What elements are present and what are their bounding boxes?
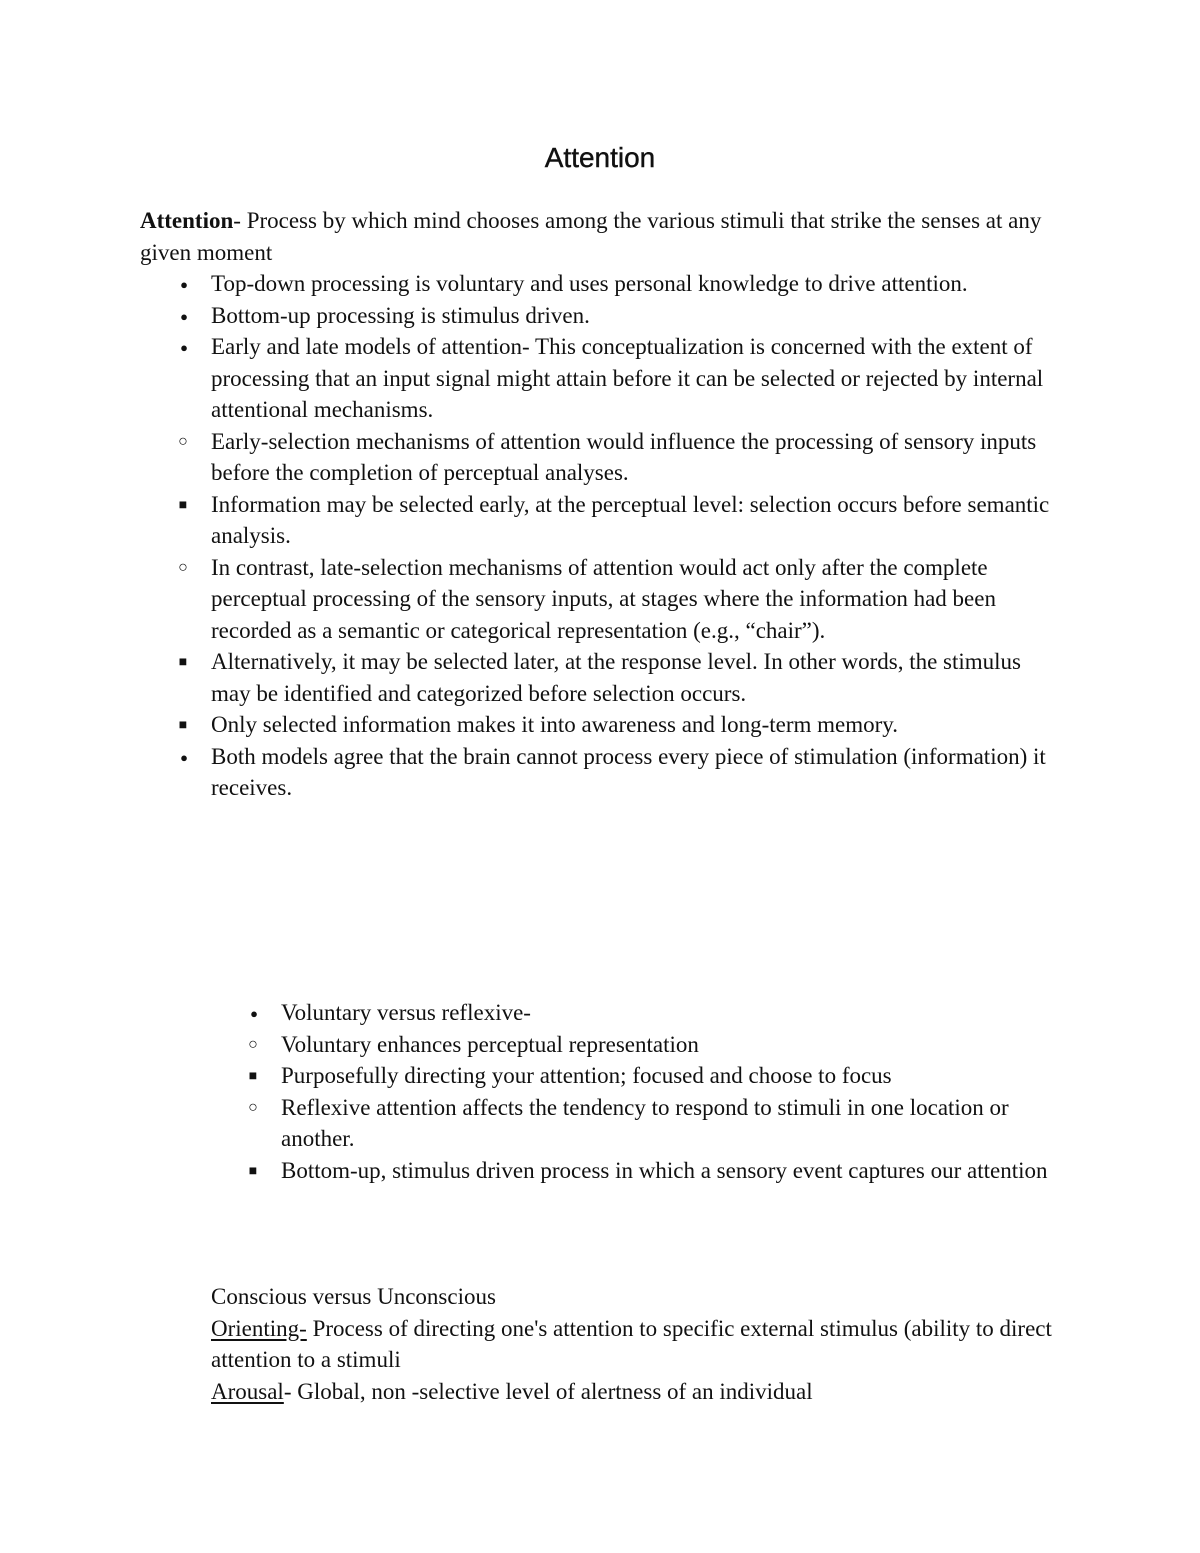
- late-selection-text: In contrast, late-selection mechanisms of attention would act only after the complete perceptual processing of the sensory inputs, at stages where the information had been recorded as a semantic or categorical representation (e.g., “chair”).: [211, 554, 996, 643]
- list-item: [178, 552, 1061, 804]
- bullet-square-icon: ■: [248, 1163, 258, 1179]
- bullet-disc-icon: ●: [250, 1006, 258, 1021]
- arousal-term: Arousal: [211, 1378, 284, 1404]
- orienting-text: Process of directing one's attention to specific external stimulus (ability to direct attention to a stimuli: [211, 1315, 1052, 1372]
- bullet-text: Bottom-up processing is stimulus driven.: [211, 302, 590, 328]
- conscious-section: [211, 1281, 1071, 1407]
- page-title: Attention: [544, 142, 656, 173]
- definition-term: Attention: [140, 208, 234, 233]
- definition-text: - Process by which mind chooses among the various stimuli that strike the senses at any given moment: [140, 208, 1042, 265]
- arousal-definition: [211, 1376, 1071, 1408]
- conscious-heading: Conscious versus Unconscious: [211, 1284, 496, 1309]
- late-selection-sublist: [178, 646, 1061, 804]
- voluntary-reflexive-list: [248, 997, 1071, 1186]
- list-item: [180, 741, 1061, 804]
- bullet-disc-icon: ●: [180, 340, 188, 355]
- list-item: [178, 646, 1061, 709]
- list-item: [178, 331, 1061, 804]
- early-selection-sublist: [178, 489, 1061, 552]
- list-item: [178, 426, 1061, 552]
- early-late-sublist: [178, 426, 1061, 804]
- voluntary-text: Voluntary enhances perceptual representation: [281, 1031, 699, 1057]
- reflexive-detail: Bottom-up, stimulus driven process in which a sensory event captures our attention: [281, 1157, 1048, 1183]
- voluntary-sublist: [248, 1060, 1071, 1092]
- bullet-text: Top-down processing is voluntary and uses personal knowledge to drive attention.: [211, 271, 968, 296]
- early-selection-detail: Information may be selected early, at the perceptual level: selection occurs before semantic analysis.: [211, 491, 1050, 548]
- main-bullet-list: [178, 268, 1061, 804]
- bullet-disc-icon: ●: [180, 308, 188, 324]
- bullet-circle-icon: ○: [178, 558, 188, 576]
- list-item: [178, 709, 1061, 741]
- bullet-square-icon: ■: [178, 655, 188, 670]
- bullet-text: Early and late models of attention- This conceptualization is concerned with the extent of processing that an input signal might attain before it can be selected or rejected by internal attentional mechanisms.: [211, 334, 1044, 422]
- voluntary-detail: Purposefully directing your attention; focused and choose to focus: [281, 1063, 892, 1088]
- bullet-circle-icon: ○: [248, 1098, 258, 1116]
- bullet-square-icon: ■: [178, 718, 188, 733]
- bullet-circle-icon: ○: [248, 1035, 258, 1053]
- list-item: [248, 1092, 1071, 1187]
- list-item: [180, 300, 1061, 332]
- bullet-square-icon: ■: [248, 1069, 258, 1084]
- list-item: [248, 1029, 1071, 1092]
- late-selection-detail: Only selected information makes it into awareness and long-term memory.: [211, 712, 899, 737]
- voluntary-reflexive-heading: Voluntary versus reflexive-: [281, 1000, 531, 1025]
- attention-definition: [140, 205, 1050, 268]
- late-selection-detail: Both models agree that the brain cannot process every piece of stimulation (information) it receives.: [211, 743, 1046, 800]
- early-selection-text: Early-selection mechanisms of attention would influence the processing of sensory inputs before the completion of perceptual analyses.: [211, 428, 1037, 485]
- list-item: [248, 1155, 1071, 1187]
- reflexive-sublist: [248, 1155, 1071, 1187]
- reflexive-text: Reflexive attention affects the tendency to respond to stimuli in one location or another.: [281, 1094, 1009, 1151]
- late-selection-detail: Alternatively, it may be selected later, at the response level. In other words, the stimulus may be identified and categorized before selection occurs.: [211, 649, 1022, 706]
- list-item: [178, 489, 1061, 552]
- orienting-definition: [211, 1313, 1071, 1376]
- bullet-disc-icon: ●: [180, 277, 188, 292]
- orienting-term: Orienting-: [211, 1315, 307, 1341]
- bullet-square-icon: ■: [178, 497, 188, 513]
- bullet-circle-icon: ○: [178, 432, 188, 450]
- list-item: [248, 997, 1071, 1186]
- voluntary-reflexive-sublist: [248, 1029, 1071, 1187]
- list-item: [180, 268, 1061, 300]
- bullet-disc-icon: ●: [180, 749, 188, 765]
- list-item: [248, 1060, 1071, 1092]
- arousal-text: - Global, non -selective level of alertness of an individual: [283, 1378, 813, 1404]
